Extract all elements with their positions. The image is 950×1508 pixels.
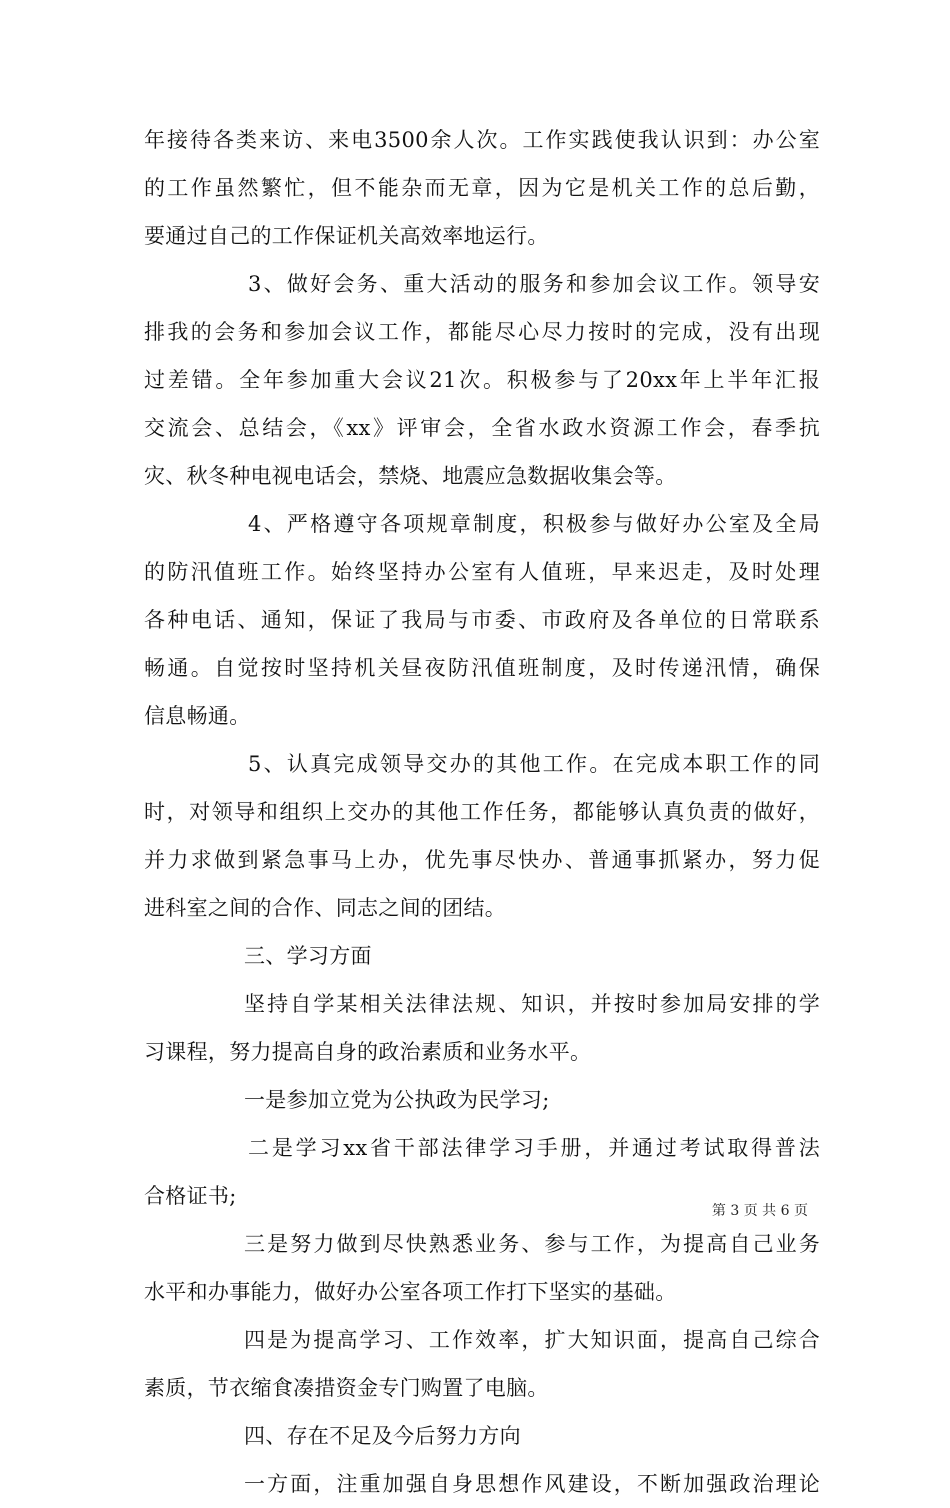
- text-line: 灾、秋冬种电视电话会，禁烧、地震应急数据收集会等。: [144, 464, 677, 488]
- text-line: 各种电话、通知，保证了我局与市委、市政府及各单位的日常联系: [144, 608, 820, 632]
- text-line: 的工作虽然繁忙，但不能杂而无章，因为它是机关工作的总后勤，: [144, 176, 820, 200]
- page-number-footer: 第 3 页 共 6 页: [711, 1203, 808, 1219]
- text-line: 年接待各类来访、来电3500余人次。工作实践使我认识到：办公室: [144, 128, 820, 152]
- text-line: 四是为提高学习、工作效率，扩大知识面，提高自己综合: [244, 1328, 820, 1352]
- text-line: 5、认真完成领导交办的其他工作。在完成本职工作的同: [248, 752, 820, 776]
- text-line: 二是学习xx省干部法律学习手册，并通过考试取得普法: [248, 1136, 820, 1160]
- text-line: 习课程，努力提高自身的政治素质和业务水平。: [144, 1040, 592, 1064]
- text-line: 坚持自学某相关法律法规、知识，并按时参加局安排的学: [244, 992, 820, 1016]
- text-line: 时，对领导和组织上交办的其他工作任务，都能够认真负责的做好，: [144, 800, 820, 824]
- section-heading: 四、存在不足及今后努力方向: [244, 1424, 521, 1448]
- text-line: 畅通。自觉按时坚持机关昼夜防汛值班制度，及时传递汛情，确保: [144, 656, 820, 680]
- text-line: 过差错。全年参加重大会议21次。积极参与了20xx年上半年汇报: [144, 368, 820, 392]
- text-line: 一方面，注重加强自身思想作风建设，不断加强政治理论: [244, 1472, 820, 1496]
- text-line: 并力求做到紧急事马上办，优先事尽快办、普通事抓紧办，努力促: [144, 848, 820, 872]
- text-line: 的防汛值班工作。始终坚持办公室有人值班，早来迟走，及时处理: [144, 560, 820, 584]
- text-line: 3、做好会务、重大活动的服务和参加会议工作。领导安: [248, 272, 820, 296]
- text-line: 合格证书;: [144, 1184, 237, 1208]
- text-line: 排我的会务和参加会议工作，都能尽心尽力按时的完成，没有出现: [144, 320, 820, 344]
- document-body: [144, 116, 820, 1508]
- text-line: 信息畅通。: [144, 704, 251, 728]
- text-line: 4、严格遵守各项规章制度，积极参与做好办公室及全局: [248, 512, 820, 536]
- text-line: 三是努力做到尽快熟悉业务、参与工作，为提高自己业务: [244, 1232, 820, 1256]
- text-line: 素质，节衣缩食凑措资金专门购置了电脑。: [144, 1376, 549, 1400]
- text-line: 要通过自己的工作保证机关高效率地运行。: [144, 224, 549, 248]
- section-heading: 三、学习方面: [244, 944, 372, 968]
- text-line: 进科室之间的合作、同志之间的团结。: [144, 896, 507, 920]
- text-line: 一是参加立党为公执政为民学习;: [244, 1088, 550, 1112]
- text-line: 水平和办事能力，做好办公室各项工作打下坚实的基础。: [144, 1280, 677, 1304]
- text-line: 交流会、总结会，《xx》评审会，全省水政水资源工作会，春季抗: [144, 416, 820, 440]
